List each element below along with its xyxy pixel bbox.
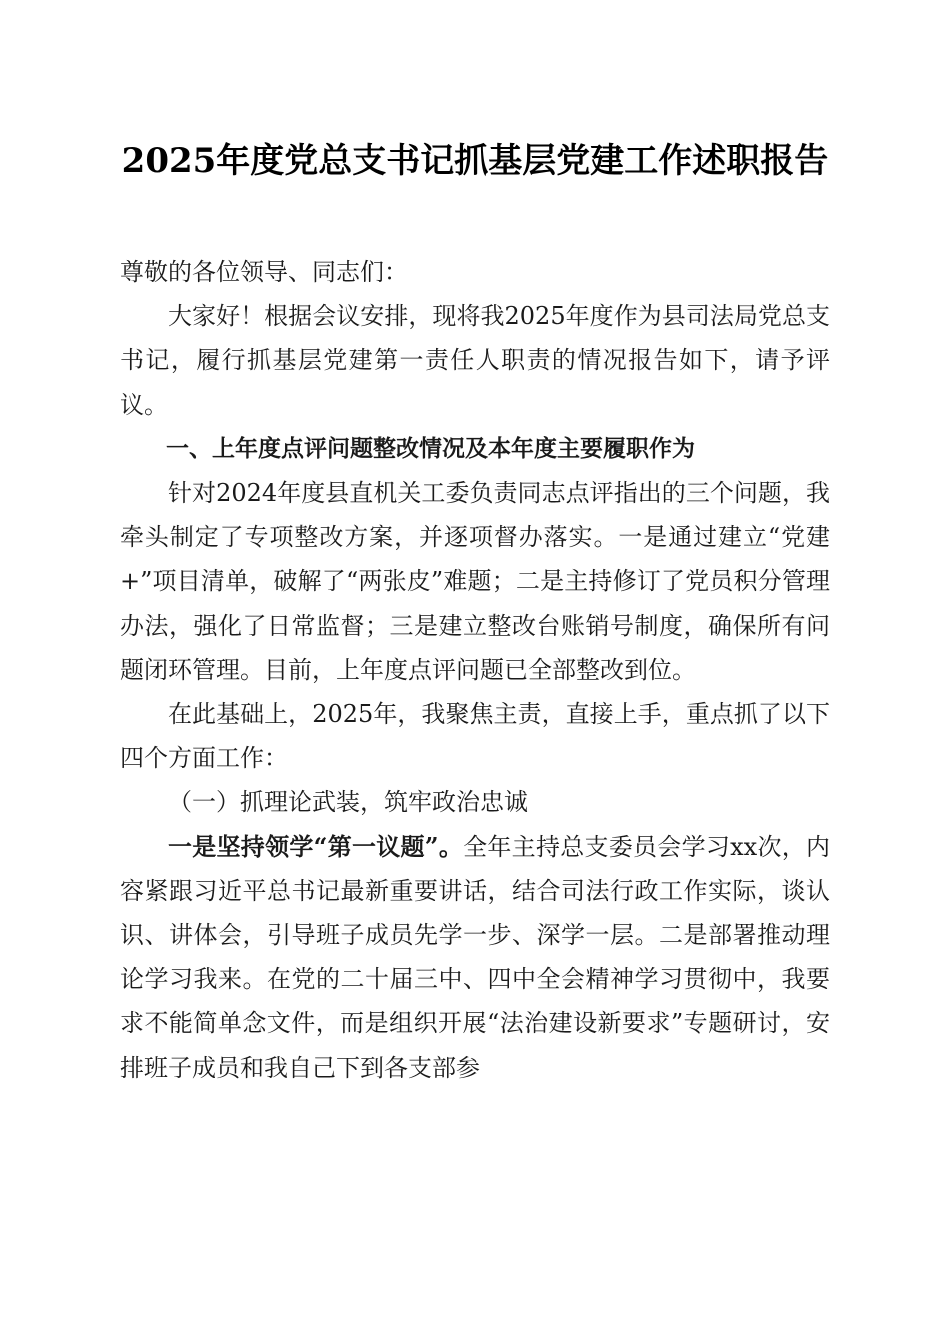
study-paragraph <box>120 825 830 1090</box>
document-body <box>120 250 830 1090</box>
study-paragraph-text: 全年主持总支委员会学习xx次，内容紧跟习近平总书记最新重要讲话，结合司法行政工作实际，谈认识、讲体会，引导班子成员先学一步、深学一层。二是部署推动理论学习我来。在党的二十届三中、四中全会精神学习贯彻中，我要求不能简单念文件，而是组织开展“法治建设新要求”专题研讨，安排班子成员和我自己下到各支部参 <box>120 832 831 1082</box>
document-title: 2025年度党总支书记抓基层党建工作述职报告 <box>121 141 829 181</box>
section-heading-1: 一、上年度点评问题整改情况及本年度主要履职作为 <box>166 435 695 462</box>
study-lead-phrase: 一是坚持领学“第一议题”。 <box>168 831 464 861</box>
subheading-1: （一）抓理论武装，筑牢政治忠诚 <box>168 788 528 817</box>
intro-paragraph: 大家好！根据会议安排，现将我2025年度作为县司法局党总支书记，履行抓基层党建第一责任人职责的情况报告如下，请予评议。 <box>120 302 830 419</box>
focus-paragraph: 在此基础上，2025年，我聚焦主责，直接上手，重点抓了以下四个方面工作： <box>120 700 830 773</box>
salutation: 尊敬的各位领导、同志们： <box>120 258 408 286</box>
rectification-paragraph: 针对2024年度县直机关工委负责同志点评指出的三个问题，我牵头制定了专项整改方案，并逐项督办落实。一是通过建立“党建+”项目清单，破解了“两张皮”难题；二是主持修订了党员积分管理办法，强化了日常监督；三是建立整改台账销号制度，确保所有问题闭环管理。目前，上年度点评问题已全部整改到位。 <box>120 479 830 684</box>
